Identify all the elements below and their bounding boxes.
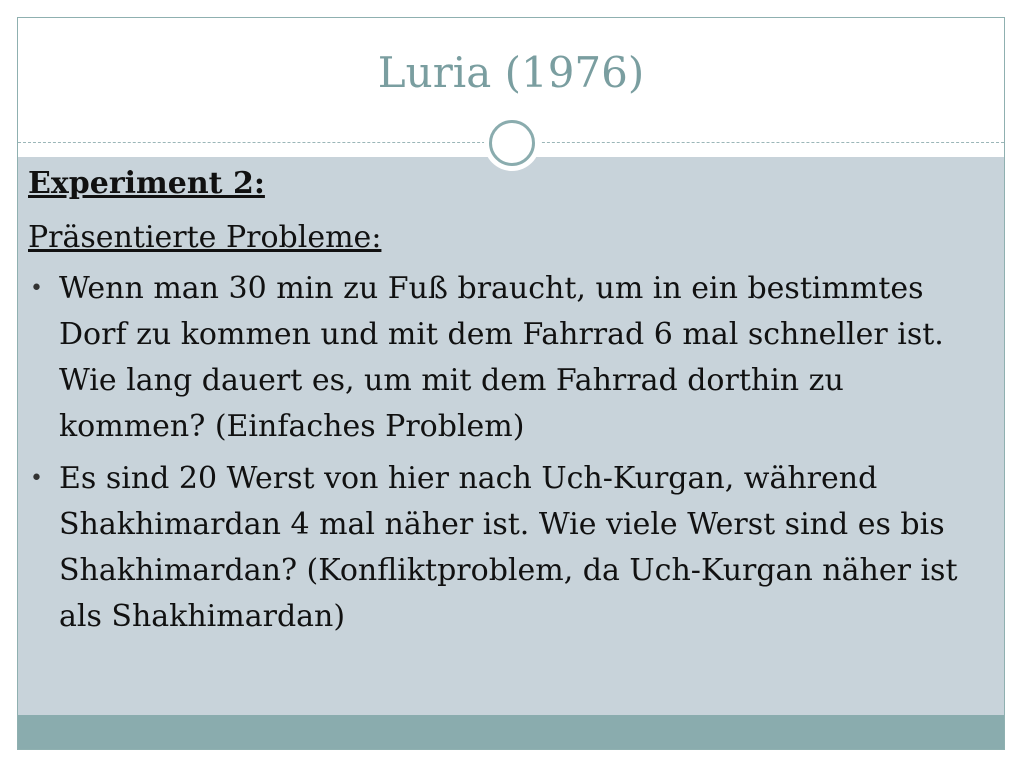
experiment-heading: Experiment 2:	[28, 166, 265, 201]
list-item-text: Wenn man 30 min zu Fuß braucht, um in ein bestimmtes Dorf zu kommen und mit dem Fahrrad 6 mal schneller ist. Wie lang dauert es, um mit dem Fahrrad dorthin zu kommen? (Einfaches Problem)	[59, 271, 944, 444]
circle-ring-inner	[489, 120, 535, 166]
bullet-icon: •	[30, 276, 43, 301]
slide-title: Luria (1976)	[377, 48, 645, 97]
list-item	[28, 266, 968, 450]
footer-band	[18, 715, 1004, 750]
problems-subheading: Präsentierte Probleme:	[28, 220, 382, 255]
problem-list	[28, 266, 968, 640]
list-item	[28, 456, 968, 640]
circle-ring-icon	[484, 115, 540, 171]
slide-body	[28, 164, 968, 646]
bullet-icon: •	[30, 466, 43, 491]
list-item-text: Es sind 20 Werst von hier nach Uch-Kurgan, während Shakhimardan 4 mal näher ist. Wie viele Werst sind es bis Shakhimardan? (Konfliktproblem, da Uch-Kurgan näher ist als Shakhimardan)	[59, 461, 958, 634]
